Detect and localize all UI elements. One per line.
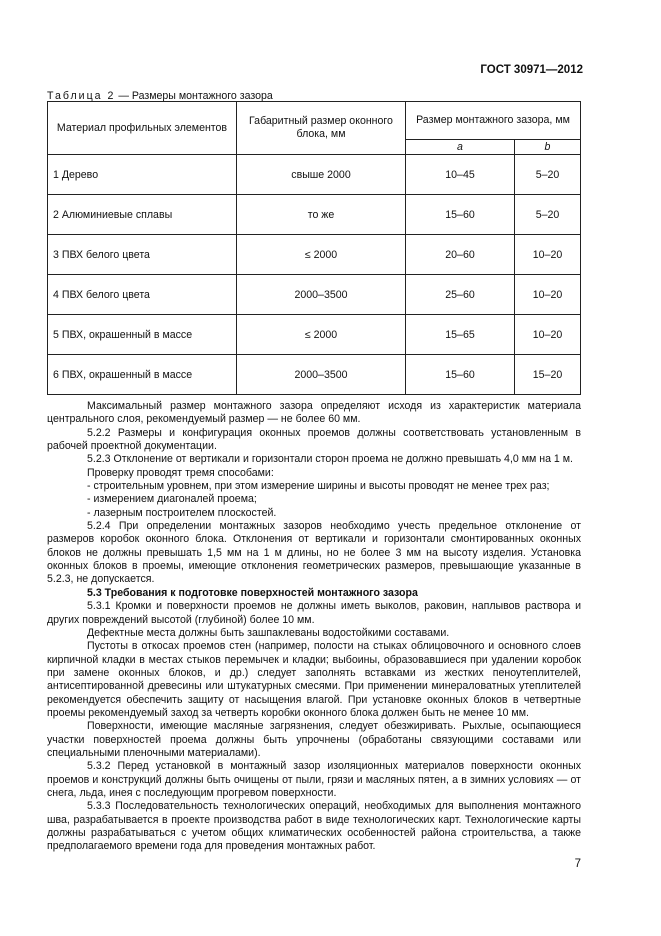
cell-size: 2000–3500 (237, 275, 406, 315)
paragraph: Дефектные места должны быть зашпаклеваны водостойкими составами. (87, 626, 450, 639)
paragraph: 5.3.3 Последовательность технологических операций, необходимых для выполнения монтажного шва, разрабатывается в проекте производства работ в виде технологических карт. Технологические карты должны разрабатываться с учетом общих климатических особенностей района строительства, а также предполагаемого времени года для проведения монтажных работ. (47, 800, 581, 853)
cell-material: 5 ПВХ, окрашенный в массе (48, 315, 237, 355)
cell-material: 4 ПВХ белого цвета (48, 275, 237, 315)
table-row (48, 275, 581, 315)
paragraph: Максимальный размер монтажного зазора определяют исходя из характеристик материала центрального слоя, рекомендуемый размер — не более 60 мм. (47, 400, 581, 426)
cell-a: 25–60 (406, 275, 515, 315)
cell-b: 10–20 (515, 315, 581, 355)
cell-material: 6 ПВХ, окрашенный в массе (48, 355, 237, 395)
cell-b: 15–20 (515, 355, 581, 395)
gap-size-table (47, 101, 581, 395)
header-gap: Размер монтажного зазора, мм (406, 102, 581, 140)
cell-material: 3 ПВХ белого цвета (48, 235, 237, 275)
cell-b: 5–20 (515, 155, 581, 195)
cell-size: то же (237, 195, 406, 235)
paragraph: Проверку проводят тремя способами: (87, 466, 274, 479)
section-heading: 5.3 Требования к подготовке поверхностей монтажного зазора (87, 586, 418, 599)
body-text (47, 400, 581, 854)
paragraph: 5.2.4 При определении монтажных зазоров необходимо учесть предельное отклонение от размеров коробок оконного блока. Отклонения от вертикали и горизонтали смонтированных оконных блоков не должны превышать 1,5 мм на 1 м длины, но не более 3 мм на высоту изделия. Установка оконных блоков в проемы, имеющие отклонения геометрических размеров, превышающие указанные в 5.2.3, не допускается. (47, 520, 581, 586)
cell-b: 10–20 (515, 275, 581, 315)
list-item: - лазерным построителем плоскостей. (87, 506, 277, 519)
cell-b: 5–20 (515, 195, 581, 235)
table-row (48, 355, 581, 395)
table-row (48, 315, 581, 355)
cell-a: 15–60 (406, 195, 515, 235)
header-size: Габаритный размер оконного блока, мм (237, 102, 406, 155)
table-row (48, 235, 581, 275)
document-id: ГОСТ 30971—2012 (480, 64, 583, 76)
table-row (48, 195, 581, 235)
paragraph: 5.2.3 Отклонение от вертикали и горизонтали сторон проема не должно превышать 4,0 мм на 1 м. (87, 453, 573, 466)
table-caption-label: Таблица 2 (47, 90, 116, 102)
paragraph: 5.3.1 Кромки и поверхности проемов не должны иметь выколов, раковин, наплывов раствора и других повреждений высотой (глубиной) более 10 мм. (47, 600, 581, 626)
header-material: Материал профильных элементов (48, 102, 237, 155)
cell-a: 20–60 (406, 235, 515, 275)
page-number: 7 (574, 858, 581, 870)
table-caption-title: — Размеры монтажного зазора (115, 90, 273, 102)
cell-size: свыше 2000 (237, 155, 406, 195)
cell-a: 10–45 (406, 155, 515, 195)
paragraph: 5.2.2 Размеры и конфигурация оконных проемов должны соответствовать установленным в рабочей проектной документации. (47, 426, 581, 453)
cell-a: 15–65 (406, 315, 515, 355)
cell-material: 1 Дерево (48, 155, 237, 195)
cell-material: 2 Алюминиевые сплавы (48, 195, 237, 235)
list-item: - строительным уровнем, при этом измерение ширины и высоты проводят не менее трех раз; (87, 480, 550, 493)
cell-size: ≤ 2000 (237, 315, 406, 355)
cell-size: 2000–3500 (237, 355, 406, 395)
table-row (48, 155, 581, 195)
header-b: b (515, 140, 581, 155)
list-item: - измерением диагоналей проема; (87, 493, 257, 506)
paragraph: Поверхности, имеющие масляные загрязнения, следует обезжиривать. Рыхлые, осыпающиеся участки поверхностей проема должны быть упрочнены (обработаны связующими составами или специальными пленочными материалами). (47, 720, 581, 759)
header-a: а (406, 140, 515, 155)
paragraph: Пустоты в откосах проемов стен (например, полости на стыках облицовочного и основного слоев кирпичной кладки в местах стыков перемычек и кладки; выбоины, образовавшиеся при удалении коробок при замене оконных блоков, и др.) следует заполнять вставками из жестких пеноутеплителей, антисептированной древесины или штукатурных смесями. При применении минераловатных утеплителей рекомендуется обеспечить защиту от насыщения влагой. При установке оконных блоков в четвертные проемы рекомендуемый заход за четверть коробки оконного блока должен быть не менее 10 мм. (47, 640, 581, 719)
cell-size: ≤ 2000 (237, 235, 406, 275)
paragraph: 5.3.2 Перед установкой в монтажный зазор изоляционных материалов поверхности оконных проемов и конструкций должны быть очищены от пыли, грязи и масляных пятен, а в зимних условиях — от снега, льда, инея с последующим прогревом поверхности. (47, 760, 581, 799)
cell-b: 10–20 (515, 235, 581, 275)
cell-a: 15–60 (406, 355, 515, 395)
